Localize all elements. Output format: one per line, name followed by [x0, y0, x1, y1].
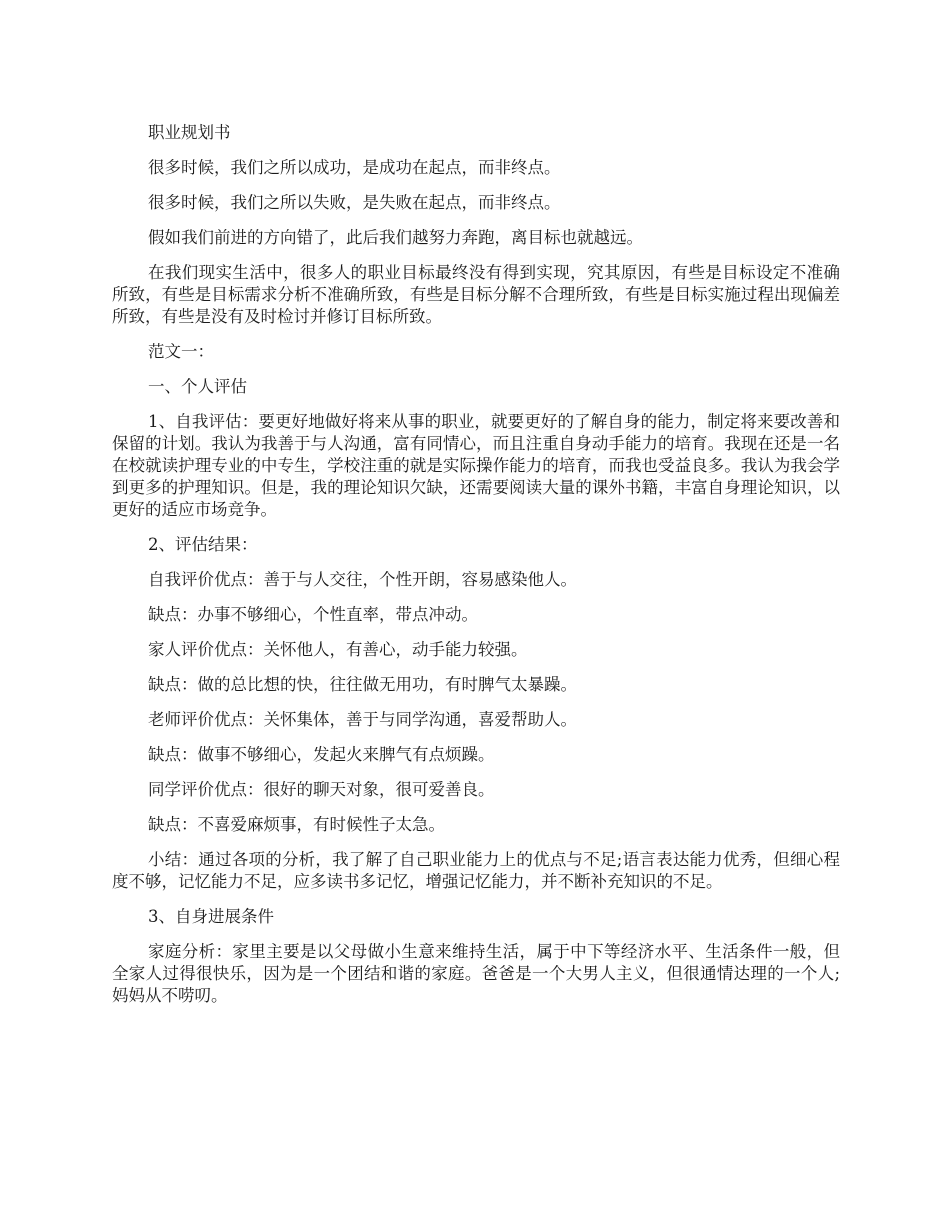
evaluation-item: 同学评价优点：很好的聊天对象，很可爱善良。 [148, 780, 495, 799]
document-page [112, 122, 840, 1020]
subsection-heading: 2、评估结果： [148, 535, 258, 554]
paragraph: 很多时候，我们之所以成功，是成功在起点，而非终点。 [148, 158, 561, 177]
evaluation-item: 自我评价优点：善于与人交往，个性开朗，容易感染他人。 [148, 570, 577, 589]
evaluation-item: 老师评价优点：关怀集体，善于与同学沟通，喜爱帮助人。 [148, 710, 577, 729]
paragraph: 在我们现实生活中，很多人的职业目标最终没有得到实现，究其原因，有些是目标设定不准确所致，有些是目标需求分析不准确所致，有些是目标分解不合理所致，有些是目标实施过程出现偏差所致，有些是没有及时检讨并修订目标所致。 [112, 263, 840, 326]
document-title: 职业规划书 [148, 123, 231, 142]
paragraph: 家庭分析：家里主要是以父母做小生意来维持生活，属于中下等经济水平、生活条件一般，但全家人过得很快乐，因为是一个团结和谐的家庭。爸爸是一个大男人主义，但很通情达理的一个人;妈妈从不唠叨。 [112, 942, 840, 1005]
evaluation-item: 缺点：不喜爱麻烦事，有时候性子太急。 [148, 815, 445, 834]
section-heading: 一、个人评估 [148, 377, 247, 396]
evaluation-item: 家人评价优点：关怀他人，有善心，动手能力较强。 [148, 640, 528, 659]
summary-paragraph: 小结：通过各项的分析，我了解了自己职业能力上的优点与不足;语言表达能力优秀，但细心程度不够，记忆能力不足，应多读书多记忆，增强记忆能力，并不断补充知识的不足。 [112, 850, 840, 891]
evaluation-item: 缺点：做的总比想的快，往往做无用功，有时脾气太暴躁。 [148, 675, 577, 694]
paragraph: 假如我们前进的方向错了，此后我们越努力奔跑，离目标也就越远。 [148, 228, 643, 247]
subsection-heading: 3、自身进展条件 [148, 907, 274, 926]
evaluation-item: 缺点：做事不够细心，发起火来脾气有点烦躁。 [148, 745, 495, 764]
paragraph: 很多时候，我们之所以失败，是失败在起点，而非终点。 [148, 193, 561, 212]
paragraph: 1、自我评估：要更好地做好将来从事的职业，就要更好的了解自身的能力，制定将来要改善和保留的计划。我认为我善于与人沟通，富有同情心，而且注重自身动手能力的培育。我现在还是一名在校就读护理专业的中专生，学校注重的就是实际操作能力的培育，而我也受益良多。我认为我会学到更多的护理知识。但是，我的理论知识欠缺，还需要阅读大量的课外书籍，丰富自身理论知识，以更好的适应市场竞争。 [112, 412, 840, 519]
evaluation-item: 缺点：办事不够细心，个性直率，带点冲动。 [148, 605, 478, 624]
section-label: 范文一： [148, 342, 214, 361]
